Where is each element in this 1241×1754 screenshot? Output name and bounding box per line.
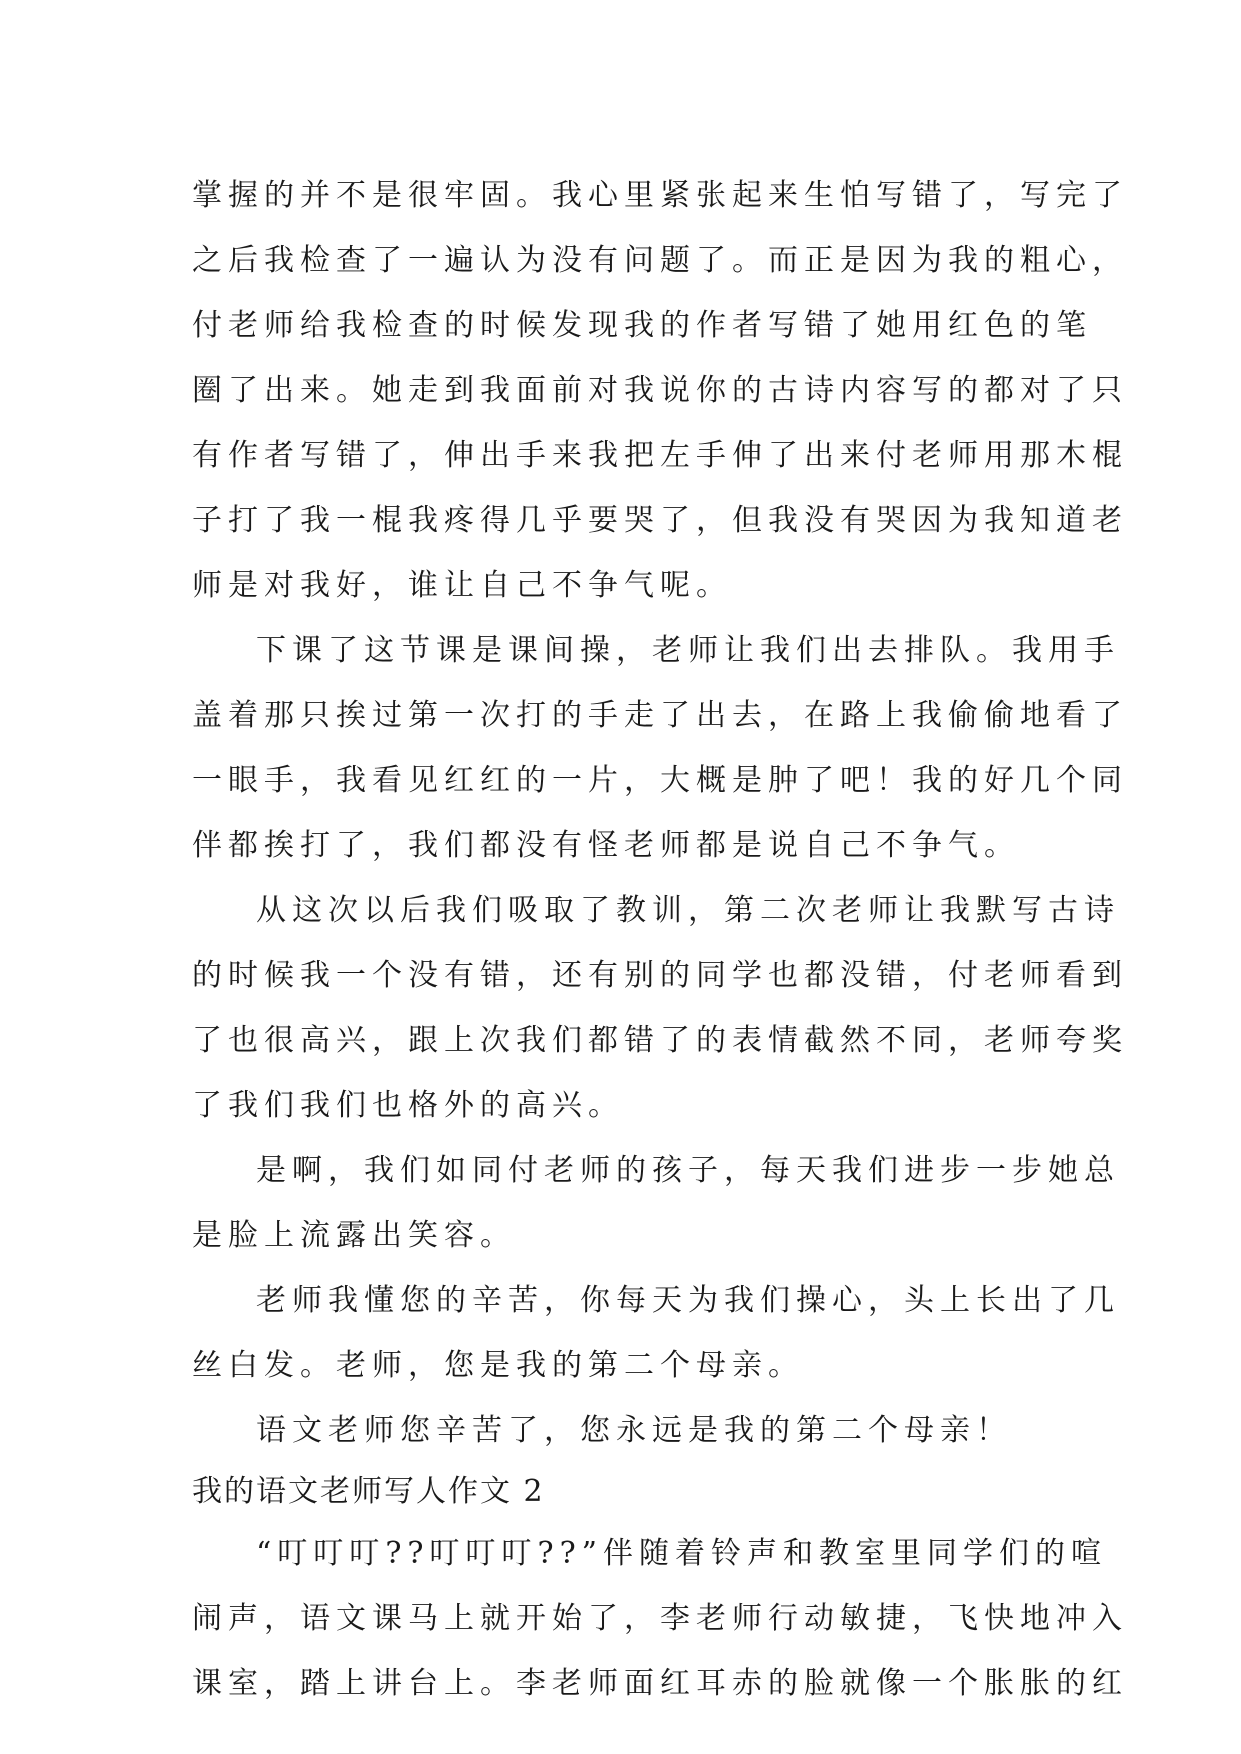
text-line: 盖着那只挨过第一次打的手走了出去，在路上我偷偷地看了 [192, 698, 1128, 733]
text-line: 一眼手，我看见红红的一片，大概是肿了吧！我的好几个同 [192, 763, 1128, 798]
text-line: 掌握的并不是很牢固。我心里紧张起来生怕写错了，写完了 [192, 178, 1128, 213]
paragraph-like-children [192, 1138, 1120, 1268]
paragraph-after-class [192, 618, 1128, 878]
text-line: 子打了我一棍我疼得几乎要哭了，但我没有哭因为我知道老 [192, 503, 1128, 538]
text-line: 课室，踏上讲台上。李老师面红耳赤的脸就像一个胀胀的红 [192, 1666, 1128, 1701]
text-line: “叮叮叮??叮叮叮??”伴随着铃声和教室里同学们的喧 [256, 1536, 1108, 1571]
text-line: 老师我懂您的辛苦，你每天为我们操心，头上长出了几 [256, 1283, 1120, 1318]
text-line: 伴都挨打了，我们都没有怪老师都是说自己不争气。 [192, 828, 1020, 863]
text-line: 是啊，我们如同付老师的孩子，每天我们进步一步她总 [256, 1153, 1120, 1188]
text-line: 的时候我一个没有错，还有别的同学也都没错，付老师看到 [192, 958, 1128, 993]
text-line: 师是对我好，谁让自己不争气呢。 [192, 568, 732, 603]
text-line: 付老师给我检查的时候发现我的作者写错了她用红色的笔 [192, 308, 1092, 343]
text-line: 了我们我们也格外的高兴。 [192, 1088, 624, 1123]
text-line: 圈了出来。她走到我面前对我说你的古诗内容写的都对了只 [192, 373, 1128, 408]
text-line: 是脸上流露出笑容。 [192, 1218, 516, 1253]
paragraph-lesson-learned [192, 878, 1128, 1138]
section-heading [192, 1463, 1052, 1521]
text-line: 闹声，语文课马上就开始了，李老师行动敏捷，飞快地冲入 [192, 1601, 1128, 1636]
text-line: 了也很高兴，跟上次我们都错了的表情截然不同，老师夸奖 [192, 1023, 1128, 1058]
text-line: 有作者写错了，伸出手来我把左手伸了出来付老师用那木棍 [192, 438, 1128, 473]
paragraph-continued [192, 163, 1128, 618]
text-line: 丝白发。老师，您是我的第二个母亲。 [192, 1348, 804, 1383]
text-line: 之后我检查了一遍认为没有问题了。而正是因为我的粗心， [192, 243, 1128, 278]
paragraph-closing [192, 1398, 1052, 1463]
paragraph-bell-rings [192, 1521, 1128, 1716]
paragraph-second-mother [192, 1268, 1120, 1398]
text-line: 语文老师您辛苦了，您永远是我的第二个母亲！ [256, 1413, 1012, 1448]
essay-body [192, 163, 1128, 1716]
text-line: 从这次以后我们吸取了教训，第二次老师让我默写古诗 [256, 893, 1120, 928]
essay-title-2: 我的语文老师写人作文 2 [192, 1474, 545, 1509]
text-line: 下课了这节课是课间操，老师让我们出去排队。我用手 [256, 633, 1120, 668]
